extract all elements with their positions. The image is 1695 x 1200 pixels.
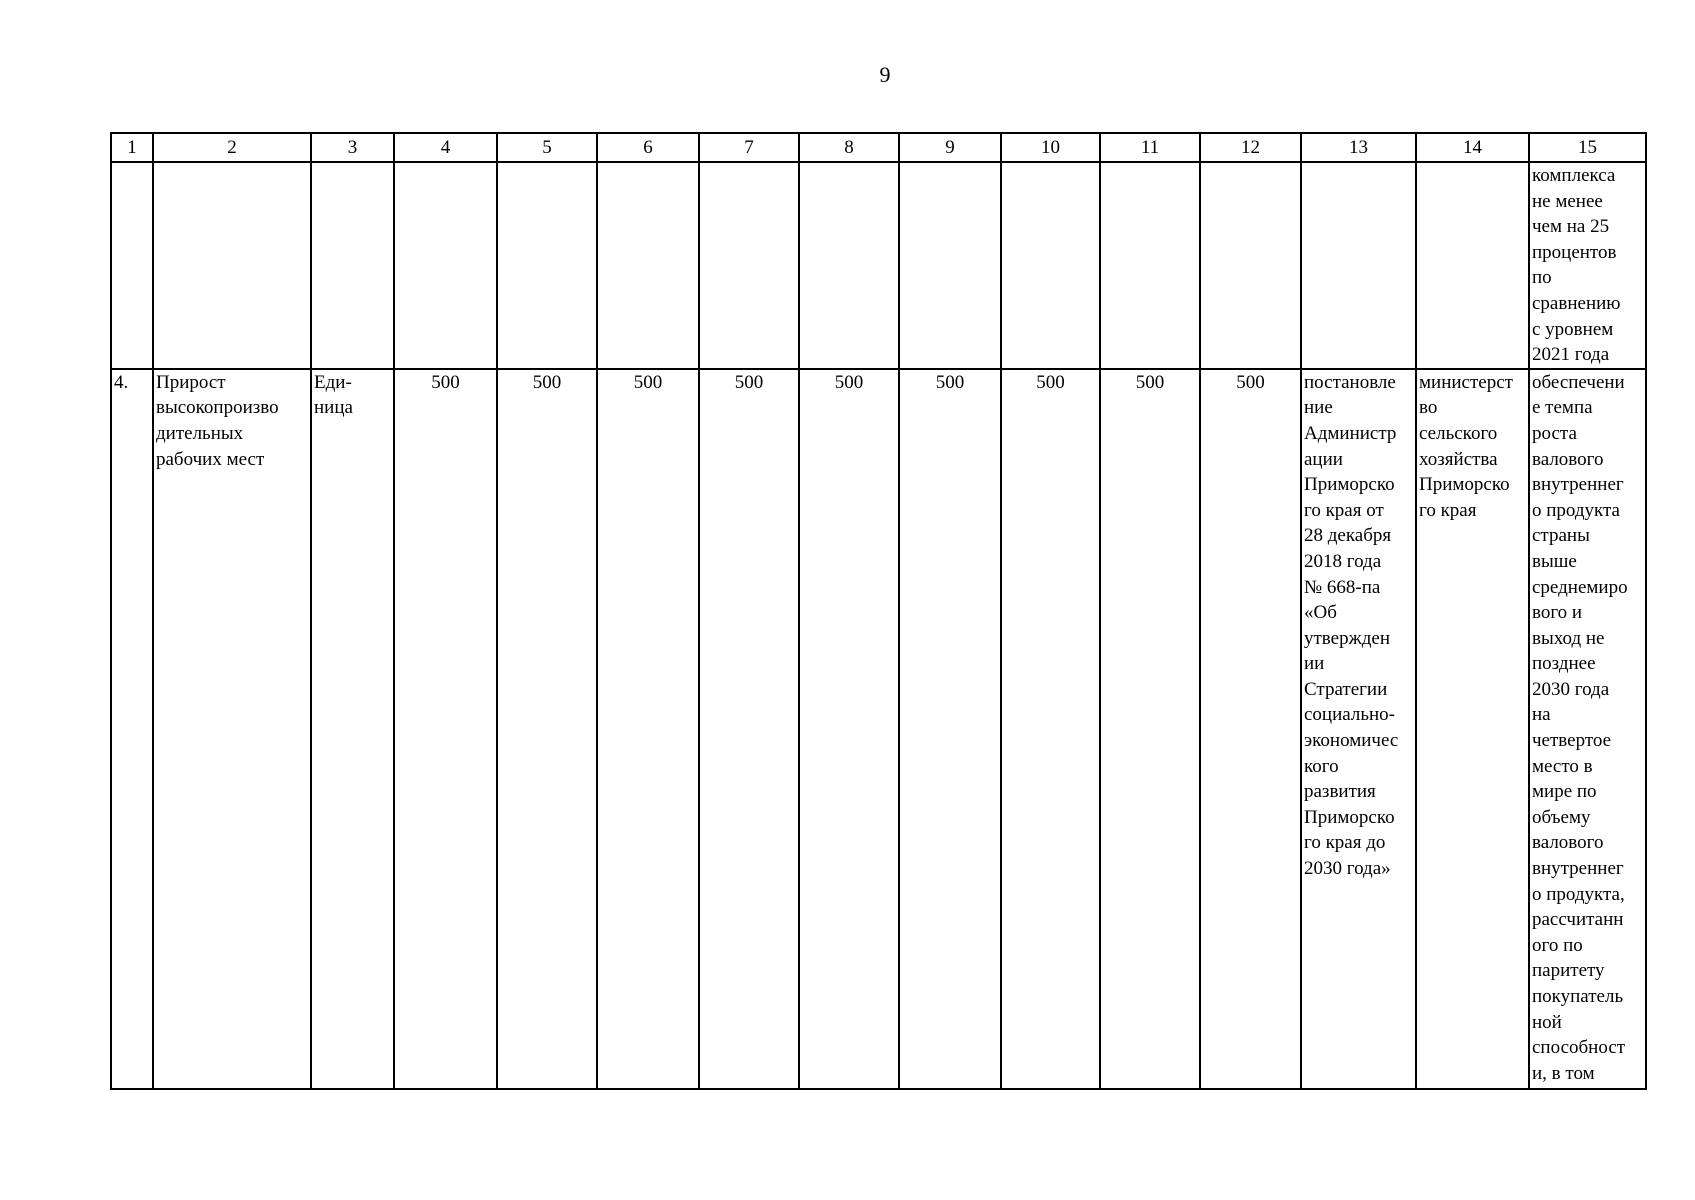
value-cell: 500 (1100, 369, 1200, 1089)
text-line: Приморско (1304, 806, 1395, 828)
text-line: чем на 25 (1532, 216, 1610, 238)
value-cell: 500 (497, 369, 597, 1089)
text-line: страны (1532, 525, 1590, 547)
text-line: ние (1304, 397, 1333, 419)
empty-cell (899, 162, 1001, 369)
text-line: мире по (1532, 781, 1597, 803)
empty-cell (1200, 162, 1301, 369)
text-line: сравнению (1532, 292, 1621, 314)
text-line: ации (1304, 448, 1343, 470)
text-line: рассчитанн (1532, 909, 1624, 931)
value-cell: 500 (597, 369, 699, 1089)
text-line: развития (1304, 781, 1376, 803)
header-cell: 8 (799, 133, 899, 162)
text-line: комплекса (1532, 165, 1616, 186)
text-line: ной (1532, 1011, 1562, 1033)
value-cell: 500 (1001, 369, 1100, 1089)
row-index: 4. (111, 369, 153, 1089)
text-line: внутреннег (1532, 474, 1624, 496)
responsible-cell (1416, 369, 1529, 1089)
header-cell: 10 (1001, 133, 1100, 162)
text-line: го края от (1304, 499, 1384, 521)
text-line: обеспечени (1532, 371, 1625, 393)
value-cell: 500 (394, 369, 497, 1089)
header-cell: 7 (699, 133, 799, 162)
text-line: Прирост (156, 371, 226, 393)
header-cell: 13 (1301, 133, 1416, 162)
text-line: е темпа (1532, 397, 1593, 419)
text-line: го края (1419, 499, 1477, 521)
empty-cell (1301, 162, 1416, 369)
text-line: выше (1532, 550, 1577, 572)
header-cell: 15 (1529, 133, 1646, 162)
text-line: рабочих мест (156, 448, 265, 470)
text-line: министерст (1419, 371, 1513, 393)
table-row-4 (111, 369, 1646, 1089)
text-line: не менее (1532, 190, 1603, 212)
text-line: ии (1304, 653, 1325, 675)
text-line: Приморско (1304, 474, 1395, 496)
empty-cell (597, 162, 699, 369)
unit-cell (311, 369, 394, 1089)
value-cell: 500 (699, 369, 799, 1089)
text-line: выход не (1532, 627, 1605, 649)
text-line: го края до (1304, 832, 1386, 854)
text-line: и, в том (1532, 1062, 1595, 1084)
document-basis-cell (1301, 369, 1416, 1089)
text-line: социально- (1304, 704, 1396, 726)
text-line: ого по (1532, 934, 1583, 956)
text-line: дительных (156, 422, 244, 444)
text-line: о продукта, (1532, 883, 1625, 905)
text-line: с уровнем (1532, 318, 1614, 340)
header-cell: 6 (597, 133, 699, 162)
text-line: кого (1304, 755, 1339, 777)
text-line: Стратегии (1304, 678, 1388, 700)
empty-cell (1416, 162, 1529, 369)
text-line: экономичес (1304, 730, 1399, 752)
text-line: объему (1532, 806, 1591, 828)
text-line: Приморско (1419, 474, 1510, 496)
indicator-name (153, 369, 311, 1089)
empty-cell (311, 162, 394, 369)
text-line: 28 декабря (1304, 525, 1392, 547)
text-line: позднее (1532, 653, 1596, 675)
header-cell: 9 (899, 133, 1001, 162)
header-cell: 3 (311, 133, 394, 162)
text-line: на (1532, 704, 1551, 726)
text-line: 2018 года (1304, 550, 1382, 572)
table-row-continued (111, 162, 1646, 369)
value-cell: 500 (799, 369, 899, 1089)
empty-cell (111, 162, 153, 369)
text-line: внутреннег (1532, 858, 1624, 880)
goal-text-continued (1529, 162, 1646, 369)
empty-cell (497, 162, 597, 369)
column-number-row (111, 133, 1646, 162)
text-line: паритету (1532, 960, 1605, 982)
text-line: способност (1532, 1037, 1626, 1059)
text-line: валового (1532, 448, 1604, 470)
header-cell: 1 (111, 133, 153, 162)
text-line: во (1419, 397, 1438, 419)
text-line: утвержден (1304, 627, 1390, 649)
header-cell: 2 (153, 133, 311, 162)
text-line: хозяйства (1419, 448, 1498, 470)
header-cell: 5 (497, 133, 597, 162)
text-line: о продукта (1532, 499, 1620, 521)
text-line: место в (1532, 755, 1593, 777)
text-line: роста (1532, 422, 1577, 444)
text-line: валового (1532, 832, 1604, 854)
text-line: четвертое (1532, 730, 1612, 752)
text-line: среднемиро (1532, 576, 1628, 598)
value-cell: 500 (1200, 369, 1301, 1089)
text-line: постановле (1304, 371, 1396, 393)
text-line: процентов (1532, 241, 1617, 263)
header-cell: 14 (1416, 133, 1529, 162)
empty-cell (699, 162, 799, 369)
text-line: покупатель (1532, 986, 1624, 1007)
text-line: ница (314, 397, 353, 419)
empty-cell (799, 162, 899, 369)
empty-cell (394, 162, 497, 369)
text-line: № 668-па (1304, 576, 1381, 598)
text-line: сельского (1419, 422, 1498, 444)
empty-cell (1100, 162, 1200, 369)
text-line: высокопроизво (156, 397, 279, 419)
text-line: 2030 года (1532, 678, 1610, 700)
indicators-table (110, 132, 1647, 1090)
header-cell: 12 (1200, 133, 1301, 162)
header-cell: 4 (394, 133, 497, 162)
page-number: 9 (879, 62, 891, 87)
value-cell: 500 (899, 369, 1001, 1089)
goal-text-cell (1529, 369, 1646, 1089)
text-line: Еди- (314, 371, 352, 393)
text-line: «Об (1304, 602, 1337, 624)
text-line: вого и (1532, 602, 1583, 624)
empty-cell (1001, 162, 1100, 369)
text-line: 2030 года» (1304, 858, 1391, 880)
text-line: 2021 года (1532, 344, 1610, 366)
empty-cell (153, 162, 311, 369)
header-cell: 11 (1100, 133, 1200, 162)
text-line: по (1532, 267, 1552, 289)
text-line: Администр (1304, 422, 1397, 444)
